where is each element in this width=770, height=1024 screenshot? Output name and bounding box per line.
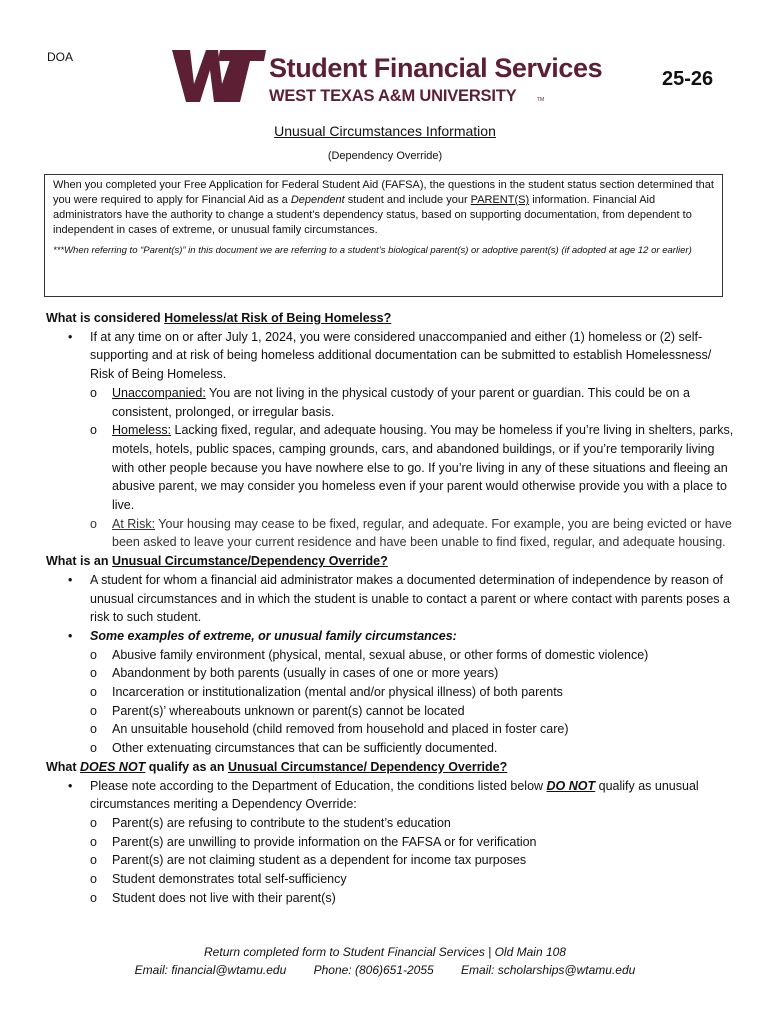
section-heading-not-qualify: What DOES NOT qualify as an Unusual Circumstance/ Dependency Override? (46, 759, 508, 774)
footer-email-scholarships[interactable]: Email: scholarships@wtamu.edu (461, 963, 636, 977)
award-year: 25-26 (662, 68, 714, 90)
intro-box (44, 174, 723, 297)
section-heading-unusual: What is an Unusual Circumstance/Dependency Override? (46, 554, 388, 569)
list-item: o Abandonment by both parents (usually in cases of one or more years) (90, 664, 736, 683)
trademark: TM (537, 97, 545, 103)
list-item: • Some examples of extreme, or unusual family circumstances: o Abusive family environment (physical, mental, sexual abuse, or other forms of domestic violence) o Abandonment by both parents (usually in cases of one or more years) o Incarceration or institutionalization (mental and/or physical illness) of both parents o Parent(s)’ whereabouts unknown or parent(s) cannot be located o An unsuitable household (child removed from household and placed in foster care) o Other extenuating circumstances that can be sufficiently documented. (46, 627, 736, 758)
list-item: o Abusive family environment (physical, mental, sexual abuse, or other forms of domestic violence) (90, 646, 736, 665)
list-item: • If at any time on or after July 1, 2024, you were considered unaccompanied and either (1) homeless or (2) self-supporting and at risk of being homeless additional documentation can be submitted to establish Homelessness/ Risk of Being Homeless. o Unaccompanied: You are not living in the physical custody of your parent or guardian. This could be on a consistent, prolonged, or irregular basis. o Homeless: Lacking fixed, regular, and adequate housing. You may be homeless if you’re living in shelters, parks, motels, hotels, public spaces, camping grounds, cars, and abandoned buildings, or if you’re temporarily living with other people because you have nowhere else to go. If you’re living in any of these situations and fleeing an abusive parent, we may consider you homeless even if your parent would otherwise provide you with a place to live. o At Risk: Your housing may cease to be fixed, regular, and adequate. For example, you are being evicted or have been asked to leave your current residence and have been unable to find fixed, regular, and adequate housing. (46, 328, 736, 552)
main-content (46, 309, 736, 908)
list-item: o Student does not live with their parent(s) (90, 889, 736, 908)
list-item: o At Risk: Your housing may cease to be fixed, regular, and adequate. For example, you are being evicted or have been asked to leave your current residence and have been unable to find fixed, regular, and adequate housing. (90, 515, 736, 552)
footer (0, 943, 770, 979)
parent-definition-note: ***When referring to “Parent(s)” in this document we are referring to a student’s biological parent(s) or adoptive parent(s) (if adopted at age 12 or earlier) (53, 245, 692, 256)
intro-paragraph: When you completed your Free Application for Federal Student Aid (FAFSA), the questions in the student status section determined that you were required to apply for Financial Aid as a Dependent student and include your PARENT(S) information. Financial Aid administrators have the authority to change a student’s dependency status, based on supporting documentation, from dependent to independent in cases of extreme, or unusual family circumstances. (53, 179, 714, 236)
university-name: WEST TEXAS A&M UNIVERSITY (269, 87, 517, 105)
list-item: o An unsuitable household (child removed from household and placed in foster care) (90, 720, 736, 739)
list-item: o Parent(s)’ whereabouts unknown or parent(s) cannot be located (90, 702, 736, 721)
list-item: o Unaccompanied: You are not living in the physical custody of your parent or guardian. This could be on a consistent, prolonged, or irregular basis. (90, 384, 736, 421)
list-item: o Parent(s) are not claiming student as a dependent for income tax purposes (90, 851, 736, 870)
list-item: o Other extenuating circumstances that can be sufficiently documented. (90, 739, 736, 758)
list-item: o Parent(s) are refusing to contribute to the student’s education (90, 814, 736, 833)
page-subtitle: (Dependency Override) (327, 150, 443, 162)
list-item: • A student for whom a financial aid administrator makes a documented determination of independence by reason of unusual circumstances and in which the student is unable to contact a parent or where contact with parents poses a risk to such student. (46, 571, 736, 627)
list-item: o Parent(s) are unwilling to provide information on the FAFSA or for verification (90, 833, 736, 852)
page-title: Unusual Circumstances Information (274, 123, 496, 139)
list-item: • Please note according to the Department of Education, the conditions listed below DO NOT qualify as unusual circumstances meriting a Dependency Override: o Parent(s) are refusing to contribute to the student’s education o Parent(s) are unwilling to provide information on the FAFSA or for verification o Parent(s) are not claiming student as a dependent for income tax purposes o Student demonstrates total self-sufficiency o Student does not live with their parent(s) (46, 777, 736, 908)
footer-email-financial[interactable]: Email: financial@wtamu.edu (134, 963, 287, 977)
list-item: o Student demonstrates total self-sufficiency (90, 870, 736, 889)
department-name: Student Financial Services (269, 53, 603, 83)
footer-return-line: Return completed form to Student Financial Services | Old Main 108 (204, 945, 566, 959)
footer-phone: Phone: (806)651-2055 (313, 963, 434, 977)
list-item: o Homeless: Lacking fixed, regular, and adequate housing. You may be homeless if you’re living in shelters, parks, motels, hotels, public spaces, camping grounds, cars, and abandoned buildings, or if you’re temporarily living with other people because you have nowhere else to go. If you’re living in any of these situations and fleeing an abusive parent, we may consider you homeless even if your parent would otherwise provide you with a place to live. (90, 421, 736, 515)
list-item: o Incarceration or institutionalization (mental and/or physical illness) of both parents (90, 683, 736, 702)
doc-code: DOA (47, 50, 74, 64)
section-heading-homeless: What is considered Homeless/at Risk of Being Homeless? (46, 311, 392, 325)
wt-logo (172, 46, 266, 104)
